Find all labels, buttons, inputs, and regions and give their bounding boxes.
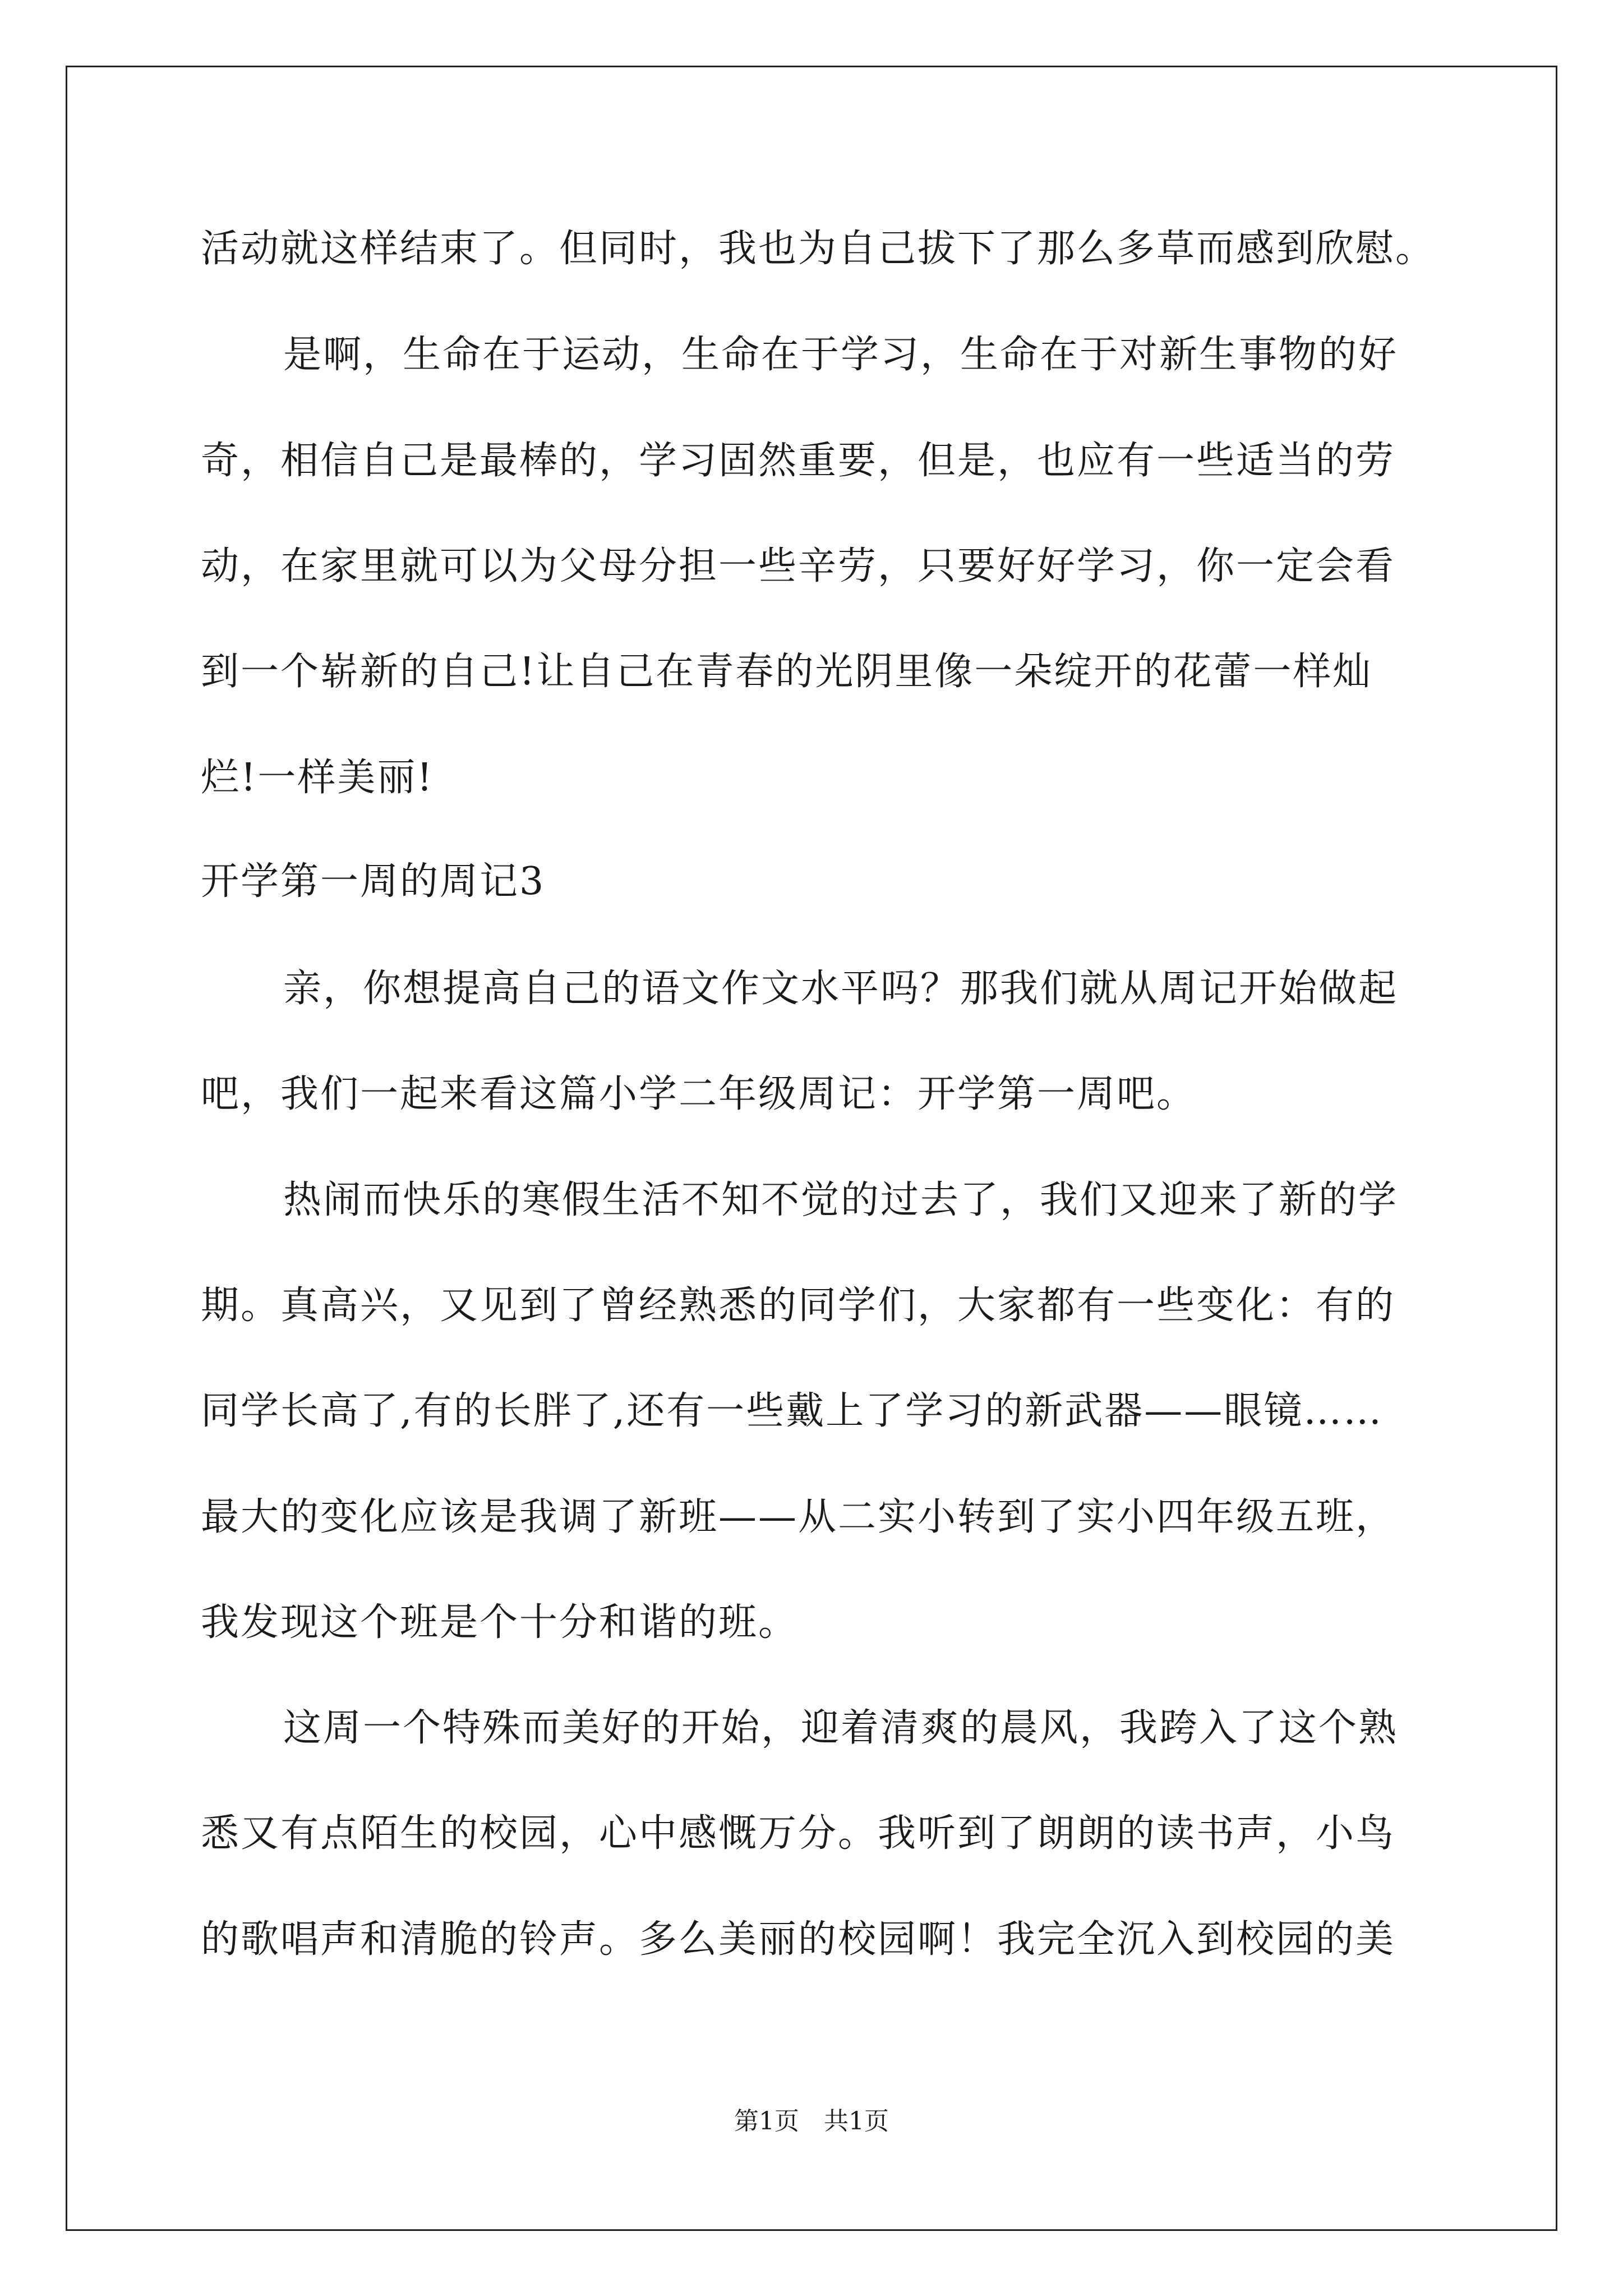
text-line: 是啊，生命在于运动，生命在于学习，生命在于对新生事物的好 [283, 333, 1399, 377]
text-line: 我发现这个班是个十分和谐的班。 [201, 1600, 799, 1645]
section-heading: 开学第一周的周记3 [201, 859, 546, 904]
page-border [66, 66, 1557, 2231]
text-line: 到一个崭新的自己!让自己在青春的光阴里像一朵绽开的花蕾一样灿 [201, 650, 1373, 694]
text-line: 最大的变化应该是我调了新班——从二实小转到了实小四年级五班， [201, 1495, 1396, 1539]
page-number-current: 第1页 [734, 2107, 799, 2136]
text-line: 烂!一样美丽! [201, 756, 434, 800]
text-line: 动，在家里就可以为父母分担一些辛劳，只要好好学习，你一定会看 [201, 544, 1396, 588]
text-line: 活动就这样结束了。但同时，我也为自己拔下了那么多草而感到欣慰。 [201, 227, 1436, 271]
page-footer [0, 2107, 1623, 2136]
text-line: 吧，我们一起来看这篇小学二年级周记：开学第一周吧。 [201, 1072, 1197, 1116]
text-line: 期。真高兴，又见到了曾经熟悉的同学们，大家都有一些变化：有的 [201, 1283, 1396, 1328]
text-line: 悉又有点陌生的校园，心中感慨万分。我听到了朗朗的读书声，小鸟 [201, 1811, 1396, 1856]
text-line: 的歌唱声和清脆的铃声。多么美丽的校园啊！我完全沉入到校园的美 [201, 1917, 1396, 1962]
text-line: 亲，你想提高自己的语文作文水平吗？那我们就从周记开始做起 [283, 967, 1399, 1011]
text-line: 这周一个特殊而美好的开始，迎着清爽的晨风，我跨入了这个熟 [283, 1706, 1399, 1750]
page-number-total: 共1页 [824, 2107, 889, 2136]
text-line: 热闹而快乐的寒假生活不知不觉的过去了，我们又迎来了新的学 [283, 1178, 1399, 1222]
text-line: 同学长高了,有的长胖了,还有一些戴上了学习的新武器——眼镜…… [201, 1389, 1384, 1433]
text-line: 奇，相信自己是最棒的，学习固然重要，但是，也应有一些适当的劳 [201, 439, 1396, 483]
